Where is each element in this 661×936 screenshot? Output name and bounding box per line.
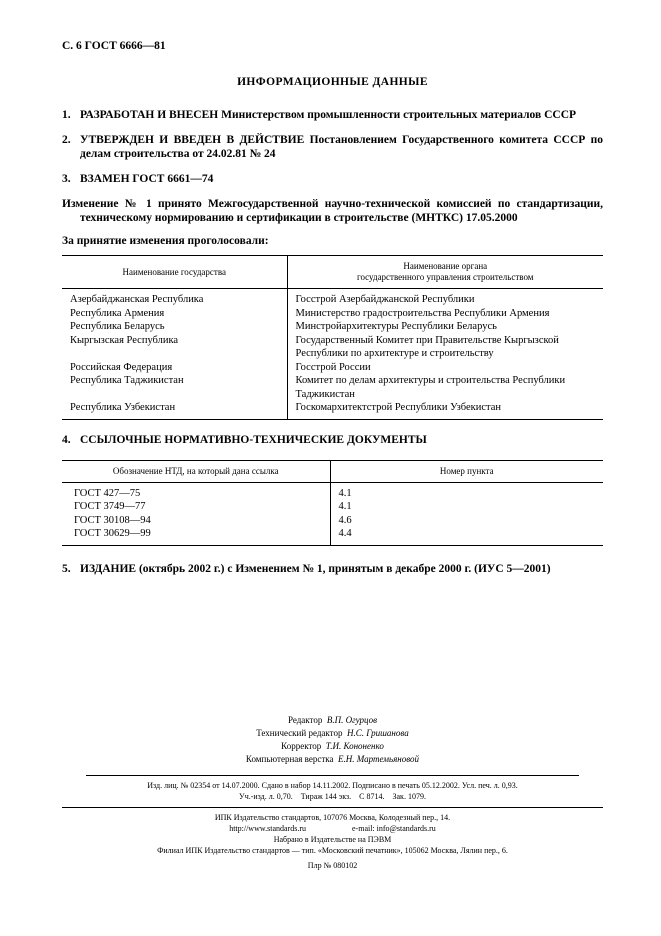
- table-row: [62, 374, 603, 401]
- reference-table: [62, 460, 603, 546]
- punkt-cell: 4.1: [330, 482, 603, 500]
- imprint-line-1: Изд. лиц. № 02354 от 14.07.2000. Сдано в набор 14.11.2002. Подписано в печать 05.12.2002. Усл. печ. л. 0,93.: [147, 780, 518, 790]
- country-cell: Российская Федерация: [70, 361, 173, 373]
- imprint-block: [62, 780, 603, 802]
- credit-role: Компьютерная верстка: [245, 753, 334, 764]
- item-number: 4.: [62, 433, 71, 446]
- page-header-label: С. 6 ГОСТ 6666—81: [62, 40, 166, 52]
- vote-table-header-row: [62, 256, 603, 289]
- branch-address: Филиал ИПК Издательство стандартов — тип. «Московский печатник», 105062 Москва, Лялин пер., 6.: [157, 845, 508, 855]
- item-text: ВЗАМЕН ГОСТ 6661—74: [80, 173, 214, 185]
- country-cell: Кыргызская Республика: [70, 334, 179, 346]
- item-text: ИЗДАНИЕ (октябрь 2002 г.) с Изменением № 1, принятым в декабре 2000 г. (ИУС 5—2001): [80, 562, 551, 575]
- punkt-cell: 4.4: [330, 527, 603, 545]
- vote-intro-label: За принятие изменения проголосовали:: [62, 235, 269, 247]
- table-row: [62, 401, 603, 419]
- ntd-cell: ГОСТ 30629—99: [74, 528, 151, 539]
- ref-table-header-number: Номер пункта: [330, 460, 603, 482]
- authority-cell: Госкомархитектстрой Республики Узбекистан: [287, 401, 603, 419]
- table-row: [62, 320, 603, 334]
- header-line: государственного управления строительством: [356, 272, 534, 282]
- credits-block: [62, 714, 603, 766]
- country-cell: Республика Армения: [70, 307, 165, 319]
- ntd-cell: ГОСТ 427—75: [74, 487, 141, 499]
- ntd-cell: ГОСТ 30108—94: [74, 514, 151, 526]
- publisher-url: http://www.standards.ru: [229, 823, 306, 833]
- list-item-4: [62, 433, 603, 447]
- list-item-3: [62, 172, 603, 186]
- ref-table-header-row: [62, 460, 603, 482]
- credit-line: [62, 740, 603, 753]
- vote-table-header-country: Наименование государства: [62, 256, 287, 289]
- authority-cell: Госстрой Азербайджанской Республики: [287, 289, 603, 307]
- punkt-cell: 4.6: [330, 514, 603, 528]
- item-text: РАЗРАБОТАН И ВНЕСЕН Министерством промышленности строительных материалов СССР: [80, 109, 577, 121]
- document-title: ИНФОРМАЦИОННЫЕ ДАННЫЕ: [237, 76, 428, 88]
- list-item-1: [62, 108, 603, 122]
- credit-name: В.П. Огурцов: [326, 714, 378, 725]
- credit-name: Н.С. Гришанова: [346, 727, 409, 738]
- vote-table: [62, 255, 603, 420]
- credit-role: Технический редактор: [256, 727, 343, 738]
- authority-cell: Государственный Комитет при Правительстве Кыргызской Республики по архитектуре и строительству: [287, 334, 603, 361]
- authority-cell: Комитет по делам архитектуры и строительства Республики Таджикистан: [287, 374, 603, 401]
- header-line: Наименование органа: [403, 261, 488, 271]
- item-text: УТВЕРЖДЕН И ВВЕДЕН В ДЕЙСТВИЕ Постановлением Государственного комитета СССР по делам строительства от 24.02.81 № 24: [80, 134, 603, 160]
- table-row: [62, 500, 603, 514]
- list-item-2: [62, 133, 603, 161]
- publisher-block: [62, 812, 603, 871]
- table-row: [62, 307, 603, 321]
- credit-line: [62, 714, 603, 727]
- credit-role: Редактор: [287, 714, 323, 725]
- country-cell: Азербайджанская Республика: [70, 294, 204, 305]
- publisher-email: e-mail: info@standards.ru: [352, 823, 436, 833]
- item-number: 5.: [62, 562, 71, 575]
- country-cell: Республика Узбекистан: [70, 402, 176, 413]
- table-row: [62, 514, 603, 528]
- authority-cell: Министерство градостроительства Республики Армения: [287, 307, 603, 321]
- amendment-paragraph: Изменение № 1 принято Межгосударственной научно-технической комиссией по стандартизации, техническому нормированию и сертификации в строительстве (МНТКС) 17.05.2000: [62, 198, 603, 224]
- ntd-cell: ГОСТ 3749—77: [74, 501, 146, 512]
- item-text: ССЫЛОЧНЫЕ НОРМАТИВНО-ТЕХНИЧЕСКИЕ ДОКУМЕНТЫ: [80, 433, 427, 446]
- publisher-address: ИПК Издательство стандартов, 107076 Москва, Колодезный пер., 14.: [214, 812, 451, 822]
- imprint-line-2: Уч.-изд. л. 0,70. Тираж 144 экз. С 8714. Зак. 1079.: [239, 791, 426, 801]
- item-number: 2.: [62, 134, 71, 146]
- vote-table-header-authority: [287, 256, 603, 289]
- credit-role: Корректор: [281, 740, 322, 751]
- credit-line: [62, 727, 603, 740]
- credit-line: [62, 753, 603, 766]
- list-item-5: [62, 562, 603, 576]
- table-row: [62, 361, 603, 375]
- divider-rule-bottom: [62, 807, 603, 808]
- credit-name: Е.Н. Мартемьяновой: [338, 753, 420, 764]
- ref-table-header-ntd: Обозначение НТД, на который дана ссылка: [62, 460, 330, 482]
- divider-rule-top: [86, 775, 578, 776]
- country-cell: Республика Беларусь: [70, 321, 165, 332]
- table-row: [62, 482, 603, 500]
- table-row: [62, 334, 603, 361]
- publisher-contacts: [62, 823, 603, 834]
- item-number: 3.: [62, 173, 71, 185]
- authority-cell: Минстройархитектуры Республики Беларусь: [287, 320, 603, 334]
- authority-cell: Госстрой России: [287, 361, 603, 375]
- plr-number: Плр № 080102: [307, 860, 358, 870]
- item-number: 1.: [62, 109, 71, 121]
- credit-name: Т.И. Кононенко: [325, 740, 384, 751]
- punkt-cell: 4.1: [330, 500, 603, 514]
- country-cell: Республика Таджикистан: [70, 375, 184, 386]
- typeset-note: Набрано в Издательстве на ПЭВМ: [273, 834, 392, 844]
- table-row: [62, 527, 603, 545]
- table-row: [62, 289, 603, 307]
